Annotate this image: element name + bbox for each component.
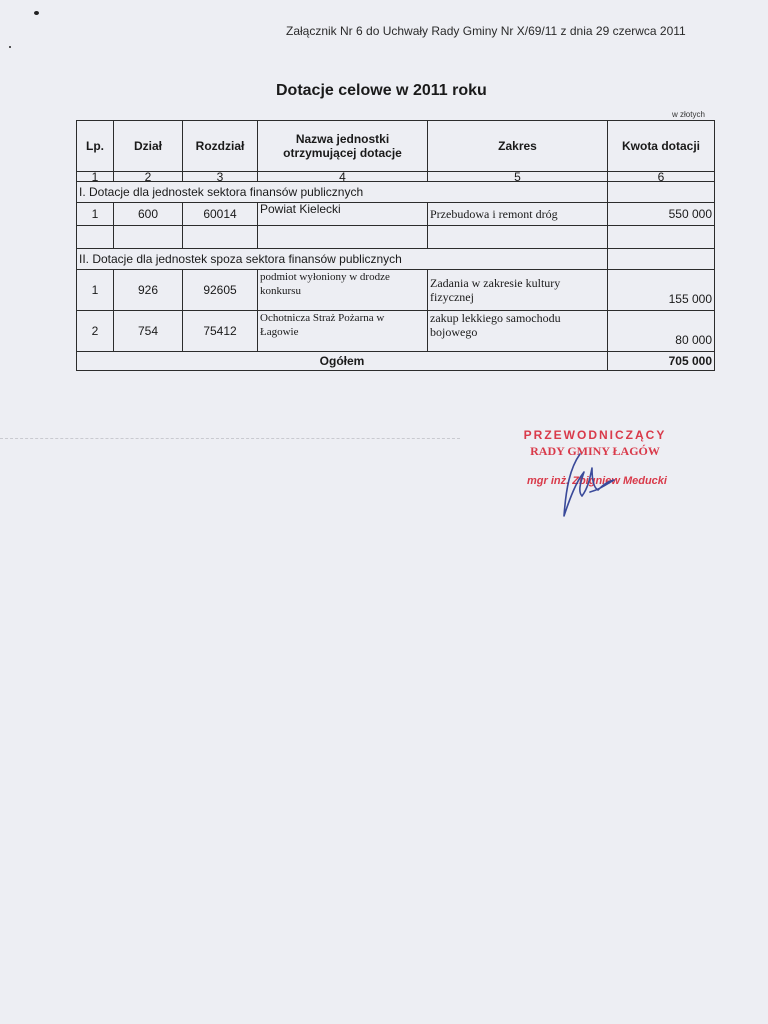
cell-nazwa: podmiot wyłoniony w drodze konkursu — [258, 270, 428, 311]
total-value: 705 000 — [608, 352, 715, 371]
cell-kwota: 80 000 — [608, 311, 715, 352]
cell-zakres: Przebudowa i remont dróg — [428, 203, 608, 226]
header-lp: Lp. — [77, 121, 114, 172]
header-kwota: Kwota dotacji — [608, 121, 715, 172]
column-number-row — [77, 172, 715, 182]
cell-rozdzial: 60014 — [183, 203, 258, 226]
empty-cell — [77, 226, 114, 249]
empty-cell — [183, 226, 258, 249]
column-number: 6 — [608, 172, 715, 182]
cell-lp: 2 — [77, 311, 114, 352]
cell-zakres: zakup lekkiego samochodu bojowego — [428, 311, 608, 352]
header-dzial: Dział — [114, 121, 183, 172]
section-title: I. Dotacje dla jednostek sektora finansów publicznych — [77, 182, 608, 203]
attachment-note: Załącznik Nr 6 do Uchwały Rady Gminy Nr X/69/11 z dnia 29 czerwca 2011 — [286, 24, 686, 38]
table-row — [77, 203, 715, 226]
total-row — [77, 352, 715, 371]
cell-dzial: 600 — [114, 203, 183, 226]
cell-nazwa: Ochotnicza Straż Pożarna w Łagowie — [258, 311, 428, 352]
column-number: 5 — [428, 172, 608, 182]
section-row — [77, 182, 715, 203]
column-number: 1 — [77, 172, 114, 182]
empty-cell — [258, 226, 428, 249]
column-number: 4 — [258, 172, 428, 182]
cell-lp: 1 — [77, 270, 114, 311]
cell-dzial: 926 — [114, 270, 183, 311]
cell-rozdzial: 75412 — [183, 311, 258, 352]
header-nazwa: Nazwa jednostki otrzymującej dotacje — [258, 121, 428, 172]
cell-kwota: 550 000 — [608, 203, 715, 226]
scan-speck — [9, 46, 11, 48]
section-empty-cell — [608, 182, 715, 203]
section-row — [77, 249, 715, 270]
stamp-line-1: PRZEWODNICZĄCY — [523, 428, 667, 442]
cell-lp: 1 — [77, 203, 114, 226]
header-zakres: Zakres — [428, 121, 608, 172]
scan-speck — [34, 11, 39, 15]
cell-zakres: Zadania w zakresie kultury fizycznej — [428, 270, 608, 311]
page-title: Dotacje celowe w 2011 roku — [276, 82, 487, 99]
scan-artifact-line — [0, 438, 460, 439]
column-number: 3 — [183, 172, 258, 182]
header-rozdzial: Rozdział — [183, 121, 258, 172]
stamp-line-3: mgr inż. Zbigniew Meducki — [527, 475, 667, 487]
empty-cell — [114, 226, 183, 249]
empty-row — [77, 226, 715, 249]
table-header-row — [77, 121, 715, 172]
stamp-line-2: RADY GMINY ŁAGÓW — [530, 444, 660, 458]
cell-kwota: 155 000 — [608, 270, 715, 311]
cell-dzial: 754 — [114, 311, 183, 352]
table-row — [77, 270, 715, 311]
cell-rozdzial: 92605 — [183, 270, 258, 311]
column-number: 2 — [114, 172, 183, 182]
cell-nazwa: Powiat Kielecki — [258, 203, 428, 226]
unit-label: w złotych — [672, 110, 705, 119]
signature-icon — [540, 448, 630, 523]
total-label: Ogółem — [77, 352, 608, 371]
section-empty-cell — [608, 249, 715, 270]
empty-cell — [428, 226, 608, 249]
empty-cell — [608, 226, 715, 249]
table-row — [77, 311, 715, 352]
subsidy-table — [76, 120, 715, 371]
section-title: II. Dotacje dla jednostek spoza sektora finansów publicznych — [77, 249, 608, 270]
